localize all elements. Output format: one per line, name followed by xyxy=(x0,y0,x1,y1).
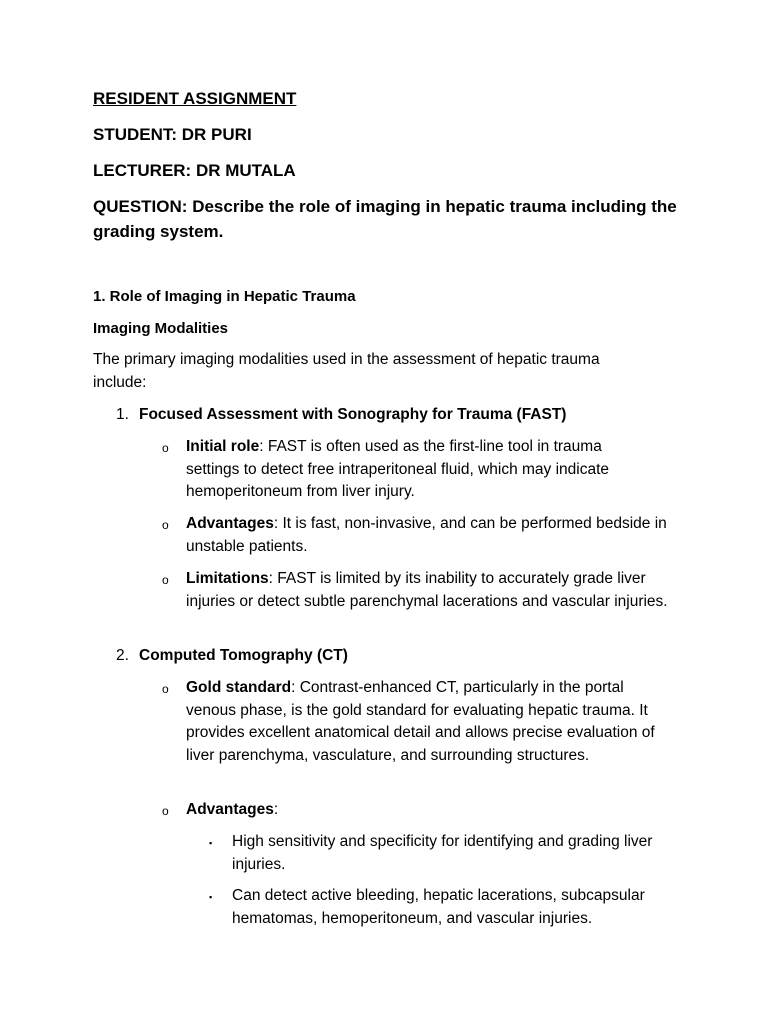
document-title: RESIDENT ASSIGNMENT xyxy=(93,89,297,108)
sub-list-item: High sensitivity and specificity for identifying and grading liver injuries. xyxy=(232,833,653,873)
list-item xyxy=(186,436,656,504)
list-item xyxy=(186,799,278,822)
list-item xyxy=(186,677,671,767)
modality-title: Computed Tomography (CT) xyxy=(139,647,348,664)
bullet-marker: o xyxy=(162,518,169,532)
question xyxy=(93,194,693,244)
point-text: : FAST is often used as the first-line tool in trauma settings to detect free intraperitoneal fluid, which may indicate hemoperitoneum from liver injury. xyxy=(186,438,610,500)
point-label: Gold standard xyxy=(186,679,292,696)
lecturer-line: LECTURER: DR MUTALA xyxy=(93,161,296,180)
point-text: : It is fast, non-invasive, and can be performed bedside in unstable patients. xyxy=(186,515,667,555)
intro-paragraph: The primary imaging modalities used in the assessment of hepatic trauma include: xyxy=(93,351,600,391)
list-number: 2. xyxy=(116,647,129,664)
point-label: Advantages xyxy=(186,515,274,532)
point-label: Advantages xyxy=(186,801,274,818)
question-label: QUESTION: xyxy=(93,197,188,216)
point-label: Limitations xyxy=(186,570,269,587)
section-subheading: Imaging Modalities xyxy=(93,320,229,337)
sub-list-item: Can detect active bleeding, hepatic lacerations, subcapsular hematomas, hemoperitoneum, and vascular injuries. xyxy=(232,887,645,927)
section-heading: 1. Role of Imaging in Hepatic Trauma xyxy=(93,288,356,305)
point-text: : FAST is limited by its inability to accurately grade liver injuries or detect subtle parenchymal lacerations and vascular injuries. xyxy=(186,570,668,610)
student-line: STUDENT: DR PURI xyxy=(93,125,252,144)
bullet-marker: o xyxy=(162,441,169,455)
question-text: Describe the role of imaging in hepatic trauma including the grading system. xyxy=(93,197,677,241)
bullet-marker: o xyxy=(162,573,169,587)
modality-title: Focused Assessment with Sonography for Trauma (FAST) xyxy=(139,406,567,423)
bullet-marker: o xyxy=(162,682,169,696)
square-bullet-marker: ▪ xyxy=(209,892,213,902)
list-item xyxy=(186,513,681,558)
point-text: : Contrast-enhanced CT, particularly in the portal venous phase, is the gold standard for evaluating hepatic trauma. It provides excellent anatomical detail and allows precise evaluation of liver parenchyma, vasculature, and surrounding structures. xyxy=(186,679,655,764)
square-bullet-marker: ▪ xyxy=(209,838,213,848)
point-label: Initial role xyxy=(186,438,260,455)
bullet-marker: o xyxy=(162,804,169,818)
point-text: : xyxy=(273,801,279,818)
list-item xyxy=(186,568,676,613)
list-number: 1. xyxy=(116,406,129,423)
